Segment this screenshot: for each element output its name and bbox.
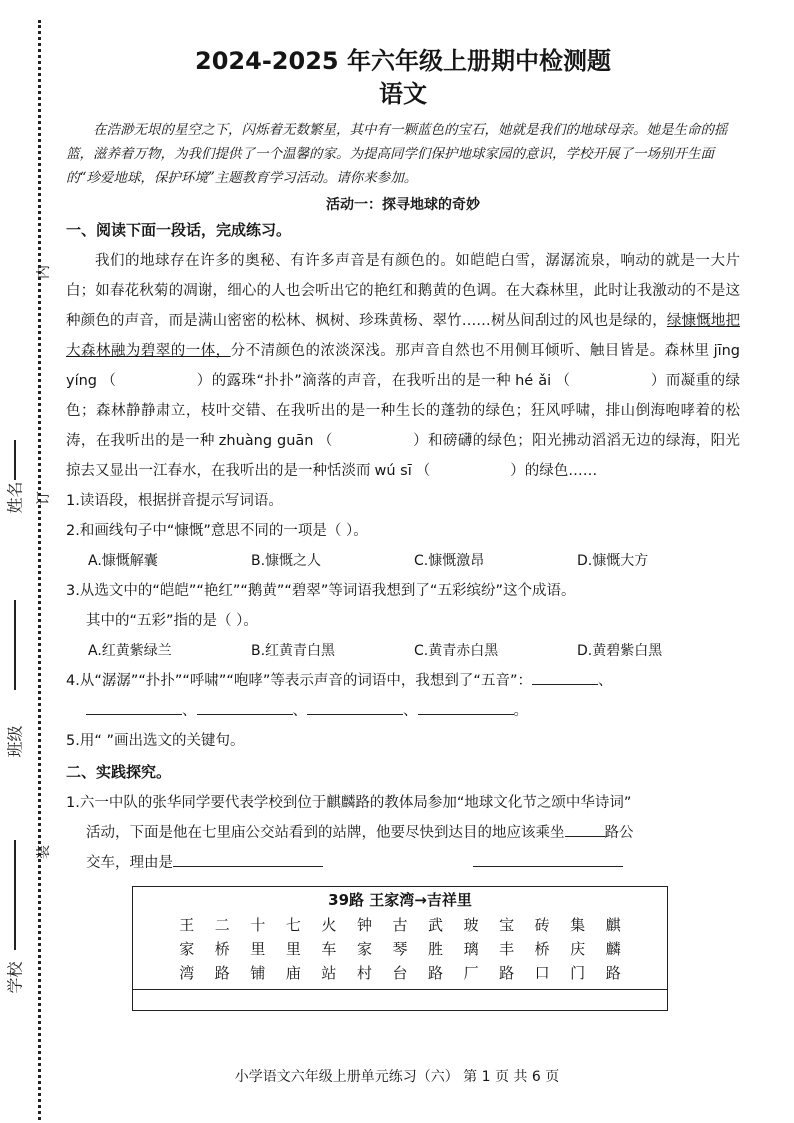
option-b[interactable]: B.红黄青白黑: [251, 643, 336, 659]
bus-sign-footer: [133, 989, 667, 1010]
bus-route-title: 39路 王家湾→吉祥里: [328, 891, 472, 909]
paren-open: （: [317, 433, 333, 449]
sound-blank-1[interactable]: [532, 668, 598, 685]
station-char: 十: [250, 916, 266, 934]
pinyin-prompt-2: hé ǎi: [515, 373, 552, 389]
question-5: 5.用“ ”画出选文的关键句。: [66, 733, 245, 749]
passage-part-4: 而凝重的绿色；森林静静肃立，枝叶交错、在我听出的是一种生长的蓬勃的绿色；狂风呼啸，排山倒海咆哮着的松涛，在我听出的是一种: [66, 373, 741, 449]
station-char: 桥: [214, 940, 230, 958]
station-char: 路: [605, 964, 621, 982]
binding-mark-middle: 订: [36, 491, 52, 505]
question-3-options: [88, 636, 740, 666]
sound-blank-3[interactable]: [197, 698, 293, 715]
binding-mark-top: 内: [36, 265, 52, 279]
reason-blank-2[interactable]: [473, 850, 623, 867]
station-char: 钟: [356, 916, 372, 934]
exam-subject: 语文: [379, 80, 427, 108]
separator: 、: [403, 703, 418, 719]
passage-part-2: 分不清颜色的浓淡深浅。那声音自然也不用侧耳倾听、触目皆是。森林里: [230, 343, 710, 359]
exam-page: [66, 44, 740, 1011]
station-char: 湾: [179, 964, 195, 982]
exam-title: 2024-2025 年六年级上册期中检测题: [195, 47, 611, 75]
paren-close: ）: [510, 463, 525, 479]
school-blank-line: [14, 840, 16, 950]
section-one-heading: 一、阅读下面一段话，完成练习。: [66, 221, 292, 239]
station-char: 砖: [534, 916, 550, 934]
practice-text-end: 路公: [604, 825, 634, 841]
class-blank-line: [14, 600, 16, 690]
station-char: 庙: [285, 964, 301, 982]
station-char: 路: [428, 964, 444, 982]
school-label: 学校: [5, 961, 25, 994]
station-char: 胜: [428, 940, 444, 958]
practice-question-1b: [86, 818, 740, 848]
station-char: 璃: [463, 940, 479, 958]
passage-part-6: 的绿色……: [524, 463, 598, 479]
binding-margin: [0, 0, 66, 1123]
station-char: 丰: [499, 940, 515, 958]
paren-open: （: [415, 463, 431, 479]
practice-text: 活动，下面是他在七里庙公交站看到的站牌，他要尽快到达目的地应该乘坐: [86, 825, 565, 841]
separator: 、: [597, 673, 613, 689]
station-char: 庆: [570, 940, 586, 958]
option-a[interactable]: A.红黄紫绿兰: [88, 643, 172, 659]
station-char: 集: [570, 916, 586, 934]
paren-open: （: [101, 373, 117, 389]
pinyin-prompt-4: wú sī: [374, 463, 412, 479]
end-mark: 。: [513, 703, 528, 719]
bus-station-grid: [133, 913, 667, 985]
paren-close: ）: [412, 433, 429, 449]
option-d[interactable]: D.黄碧紫白黑: [577, 643, 663, 659]
pinyin-prompt-3: zhuàng guān: [218, 433, 314, 449]
bus-stop-sign: [132, 886, 668, 1011]
station-char: 琴: [392, 940, 408, 958]
activity-heading: 活动一：探寻地球的奇妙: [326, 197, 480, 213]
question-3-continued: 其中的“五彩”指的是（ ）。: [86, 613, 258, 629]
station-char: 车: [321, 940, 337, 958]
option-a[interactable]: A.慷慨解囊: [88, 553, 158, 569]
station-char: 台: [392, 964, 408, 982]
reading-passage: [66, 246, 740, 486]
station-char: 麟: [605, 940, 621, 958]
passage-part-3: 的露珠“扑扑”滴落的声音，在我听出的是一种: [211, 373, 512, 389]
bus-route-blank[interactable]: [565, 820, 605, 837]
paren-open: （: [555, 373, 571, 389]
reason-blank[interactable]: [173, 850, 323, 867]
binding-mark-bottom: 装: [36, 845, 52, 859]
intro-paragraph: 在浩渺无垠的星空之下，闪烁着无数繁星，其中有一颗蓝色的宝石，她就是我们的地球母亲。她是生命的摇篮，滋养着万物，为我们提供了一个温馨的家。为提高同学们保护地球家园的意识，学校开展了一场别开生面的“珍爱地球，保护环境”主题教育学习活动。请你来参加。: [66, 122, 728, 186]
question-4-text: 4.从“潺潺”“扑扑”“呼啸”“咆哮”等表示声音的词语中，我想到了“五音”：: [66, 673, 532, 689]
option-d[interactable]: D.慷慨大方: [577, 553, 649, 569]
station-char: 铺: [250, 964, 266, 982]
underlined-sentence: 绿慷慨地把大森林融为碧翠的一体，: [66, 313, 741, 359]
station-char: 里: [285, 940, 301, 958]
station-char: 里: [250, 940, 266, 958]
station-char: 火: [321, 916, 337, 934]
class-label: 班级: [5, 725, 25, 758]
sound-blank-4[interactable]: [307, 698, 403, 715]
question-4: [66, 666, 740, 696]
station-char: 口: [534, 964, 550, 982]
section-two-heading: 二、实践探究。: [66, 763, 172, 781]
sound-blank-2[interactable]: [86, 698, 182, 715]
option-c[interactable]: C.黄青赤白黑: [414, 643, 499, 659]
practice-question-1c: [86, 848, 740, 878]
passage-part-1: 我们的地球存在许多的奥秘、有许多声音是有颜色的。如皑皑白雪，潺潺流泉，响动的就是一大片白；如春花秋菊的凋谢，细心的人也会听出它的艳红和鹅黄的色调。在大森林里，此时让我激动的不是这种颜色的声音，而是满山密密的松林、枫树、珍珠黄杨、翠竹……树丛间刮过的风也是绿的，: [66, 253, 740, 329]
reason-label: 交车，理由是: [86, 855, 173, 871]
question-2: 2.和画线句子中“慷慨”意思不同的一项是（ ）。: [66, 523, 368, 539]
binding-dotted-line: [38, 20, 41, 1120]
name-blank-line: [14, 440, 16, 480]
station-char: 门: [570, 964, 586, 982]
passage-part-5: 和磅礴的绿色；阳光拂动滔滔无边的绿海，阳光掠去又显出一江春水，在我听出的是一种恬淡而: [66, 433, 741, 479]
station-char: 家: [179, 940, 195, 958]
question-1: 1.读语段，根据拼音提示写词语。: [66, 493, 283, 509]
separator: 、: [182, 703, 197, 719]
station-char: 七: [285, 916, 301, 934]
option-b[interactable]: B.慷慨之人: [251, 553, 322, 569]
station-char: 武: [428, 916, 444, 934]
station-char: 玻: [463, 916, 479, 934]
pinyin-prompt-1: jīng yíng: [66, 343, 741, 389]
station-char: 家: [356, 940, 372, 958]
station-char: 路: [214, 964, 230, 982]
station-char: 古: [392, 916, 408, 934]
station-char: 厂: [463, 964, 479, 982]
sound-blank-5[interactable]: [418, 698, 514, 715]
station-char: 二: [214, 916, 230, 934]
station-char: 村: [356, 964, 372, 982]
option-c[interactable]: C.慷慨激昂: [414, 553, 485, 569]
question-3: 3.从选文中的“皑皑”“艳红”“鹅黄”“碧翠”等词语我想到了“五彩缤纷”这个成语。: [66, 583, 576, 599]
station-char: 路: [499, 964, 515, 982]
paren-close: ）: [196, 373, 212, 389]
station-char: 站: [321, 964, 337, 982]
station-char: 宝: [499, 916, 515, 934]
paren-close: ）: [650, 373, 666, 389]
station-char: 王: [179, 916, 195, 934]
page-footer: 小学语文六年级上册单元练习（六） 第 1 页 共 6 页: [234, 1069, 560, 1085]
separator: 、: [292, 703, 307, 719]
station-char: 麒: [605, 916, 621, 934]
name-label: 姓名: [5, 481, 25, 514]
question-2-options: [88, 546, 740, 576]
practice-question-1a: 1.六一中队的张华同学要代表学校到位于麒麟路的教体局参加“地球文化节之颂中华诗词”: [66, 795, 632, 811]
question-4-blanks: [86, 696, 740, 726]
station-char: 桥: [534, 940, 550, 958]
